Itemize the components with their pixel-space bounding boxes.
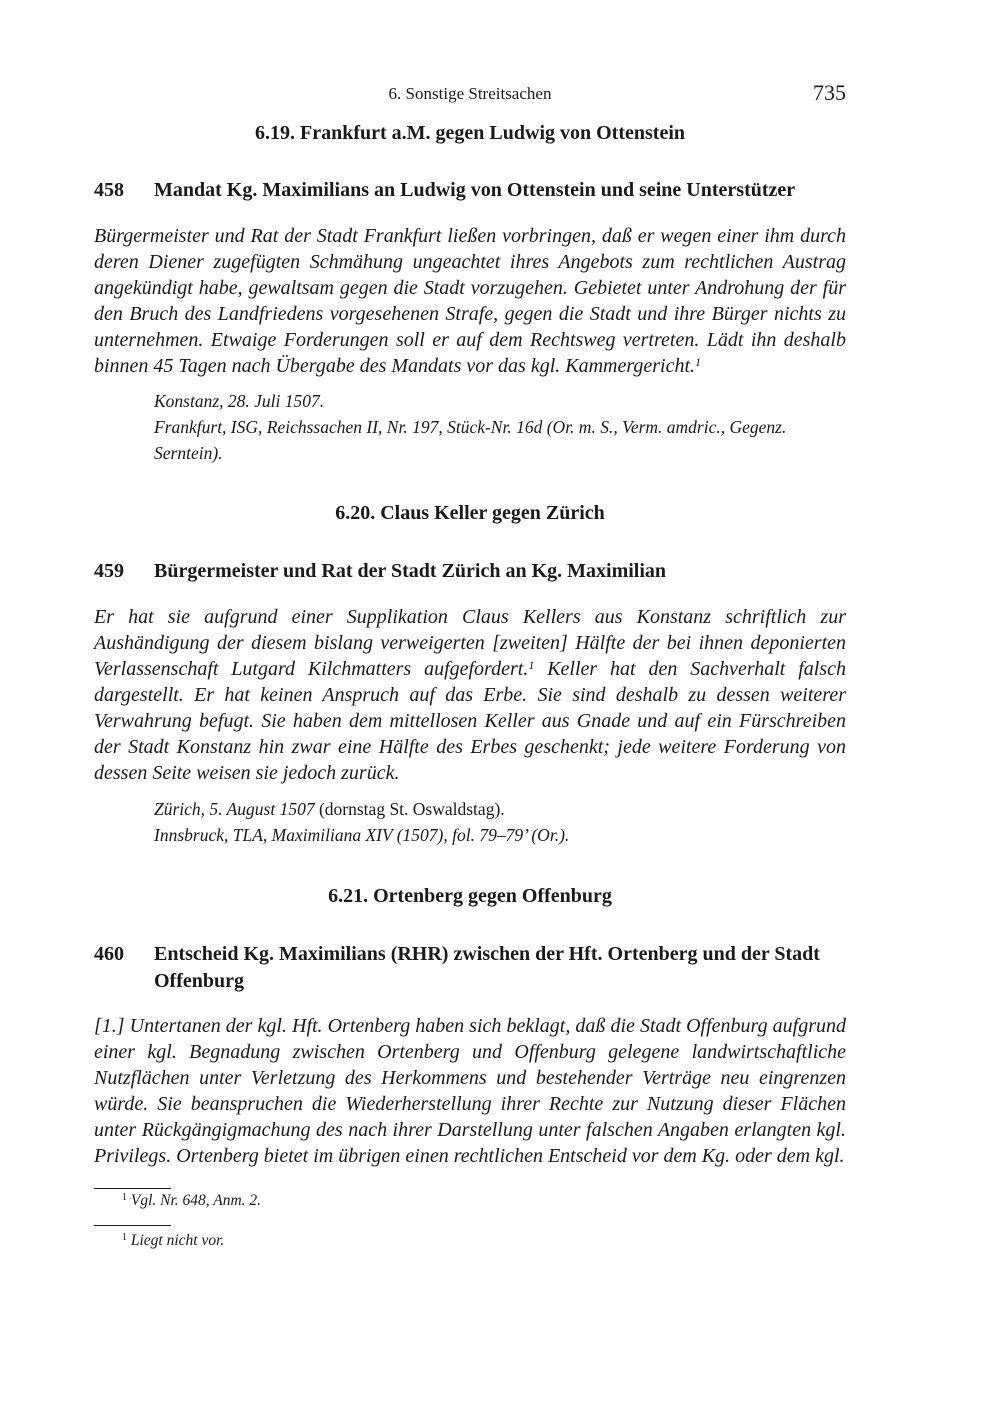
document-title: Mandat Kg. Maximilians an Ludwig von Ottenstein und seine Unterstützer: [154, 179, 796, 201]
document-title: Entscheid Kg. Maximilians (RHR) zwischen der Hft. Ortenberg und der Stadt Offenburg: [154, 943, 820, 992]
document-title: Bürgermeister und Rat der Stadt Zürich an Kg. Maximilian: [154, 560, 667, 582]
section-heading: 6.20. Claus Keller gegen Zürich: [335, 502, 605, 524]
regest: [94, 604, 846, 786]
document-meta: [154, 796, 846, 848]
document-number: 458: [94, 179, 124, 201]
footnote-mark: 1: [528, 658, 535, 672]
footnote-text: Vgl. Nr. 648, Anm. 2.: [130, 1192, 262, 1209]
document-date: Zürich, 5. August 1507: [154, 799, 315, 819]
regest: [94, 223, 846, 379]
footnote-text: Liegt nicht vor.: [130, 1232, 225, 1249]
regest-text: Bürgermeister und Rat der Stadt Frankfurt ließen vorbringen, daß er wegen einer ihm durch deren Diener zugefügten Schmähung ungeachtet ihres Angebots zum rechtlichen Austrag angekündigt habe, gewaltsam gegen die Stadt vorzugehen. Gebietet unter Androhung der für den Bruch des Landfriedens vorgesehenen Strafe, gegen die Stadt und ihre Bürger nichts zu unternehmen. Etwaige Forderungen soll er auf dem Rechtsweg vertreten. Lädt ihn deshalb binnen 45 Tagen nach Übergabe des Mandats vor das kgl. Kammergericht.: [94, 225, 846, 377]
running-head: [94, 82, 846, 106]
running-title: 6. Sonstige Streitsachen: [388, 84, 552, 103]
footnote-mark: 1: [695, 355, 702, 369]
footnote-rule: [94, 1225, 171, 1226]
document-heading: [94, 558, 846, 585]
regest: [94, 1013, 846, 1169]
document-source: Innsbruck, TLA, Maximiliana XIV (1507), fol. 79–79’ (Or.).: [154, 825, 570, 845]
footnote-rule: [94, 1188, 171, 1189]
document-date-note: (dornstag St. Oswaldstag).: [314, 799, 505, 819]
page-number: 735: [813, 80, 846, 105]
footnote: [122, 1232, 224, 1250]
document-heading: [94, 177, 846, 204]
footnote-mark: 1: [122, 1232, 127, 1243]
regest-text: [1.] Untertanen der kgl. Hft. Ortenberg haben sich beklagt, daß die Stadt Offenburg aufgrund einer kgl. Begnadung zwischen Ortenberg und Offenburg gelegene landwirtschaftliche Nutzflächen unter Verletzung des Herkommens und bestehender Verträge neu eingrenzen würde. Sie beanspruchen die Wiederherstellung ihrer Rechte zur Nutzung dieser Flächen unter Rückgängigmachung des nach ihrer Darstellung unter falschen Angaben erlangten kgl. Privilegs. Ortenberg bietet im übrigen einen rechtlichen Entscheid vor dem Kg. oder dem kgl.: [94, 1015, 846, 1167]
document-meta: [154, 388, 846, 466]
footnote-mark: 1: [122, 1192, 127, 1203]
document-date: Konstanz, 28. Juli 1507.: [154, 391, 325, 411]
document-number: 460: [94, 943, 124, 965]
regest-text: Er hat sie aufgrund einer Supplikation Claus Kellers aus Konstanz schriftlich zur Aushändigung der diesem bislang verweigerten [zweiten] Hälfte der bei ihnen deponierten Verlassenschaft Lutgard Kilchmatters aufgefordert.: [94, 606, 846, 680]
regest-text: Keller hat den Sachverhalt falsch dargestellt. Er hat keinen Anspruch auf das Erbe. Sie sind deshalb zu dessen weiterer Verwahrung befugt. Sie haben dem mittellosen Keller aus Gnade und auf ein Fürschreiben der Stadt Konstanz hin zwar eine Hälfte des Erbes geschenkt; jede weitere Forderung von dessen Seite weisen sie jedoch zurück.: [94, 658, 846, 784]
document-source: Frankfurt, ISG, Reichssachen II, Nr. 197, Stück-Nr. 16d (Or. m. S., Verm. amdric., Gegenz. Serntein).: [154, 417, 787, 463]
document-number: 459: [94, 560, 124, 582]
document-heading: [94, 941, 846, 995]
section-heading: 6.19. Frankfurt a.M. gegen Ludwig von Ottenstein: [255, 122, 685, 144]
section-heading: 6.21. Ortenberg gegen Offenburg: [328, 885, 612, 907]
footnote: [122, 1192, 261, 1210]
